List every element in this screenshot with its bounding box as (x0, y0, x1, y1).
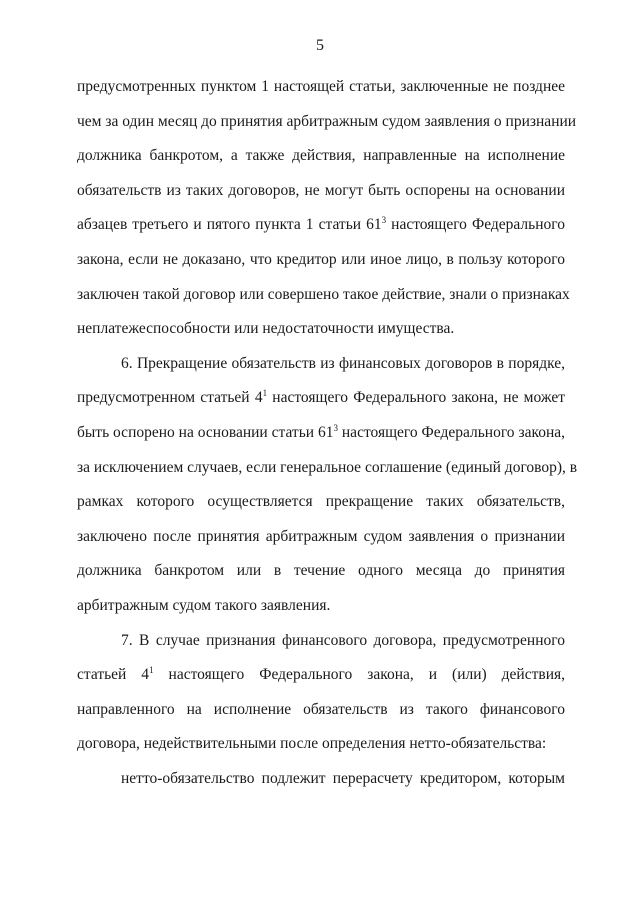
paragraph (77, 70, 577, 347)
text-line: неплатежеспособности или недостаточности имущества. (77, 320, 455, 338)
text-line: направленного на исполнение обязательств из такого финансового (77, 700, 565, 718)
text-line: чем за один месяц до принятия арбитражным судом заявления о признании (77, 112, 577, 130)
text-line: предусмотренном статьей $4^1$ настоящего Федерального закона, не может (77, 388, 566, 407)
paragraph (77, 624, 565, 762)
text-line: за исключением случаев, если генеральное соглашение (единый договор), в (77, 458, 578, 476)
superscript: 3 (333, 422, 338, 433)
superscript: 1 (262, 388, 268, 399)
page-number: 5 (316, 37, 324, 54)
text-line: обязательств из таких договоров, не могут быть оспорены на основании (77, 181, 565, 199)
text-line: 7. В случае признания финансового договора, предусмотренного (121, 631, 565, 649)
text-line: должника банкротом или в течение одного месяца до принятия (77, 562, 565, 580)
text-line: быть оспорено на основании статьи $61^3$ настоящего Федерального закона, (77, 422, 566, 441)
superscript: 3 (381, 215, 387, 226)
text-line: рамках которого осуществляется прекращение таких обязательств, (77, 493, 565, 511)
text-line: арбитражным судом такого заявления. (77, 596, 331, 614)
paragraph (77, 347, 578, 624)
text-line: предусмотренных пунктом 1 настоящей статьи, заключенные не позднее (77, 78, 565, 95)
superscript: 1 (149, 665, 154, 676)
text-line: абзацев третьего и пятого пункта 1 статьи $61^3$ настоящего Федерального (77, 215, 565, 234)
text-line: должника банкротом, а также действия, направленные на исполнение (77, 147, 565, 165)
text-line: статьей $4^1$ настоящего Федерального закона, и (или) действия, (77, 665, 565, 684)
document-body (77, 70, 578, 796)
text-line: закона, если не доказано, что кредитор или иное лицо, в пользу которого (77, 250, 565, 268)
text-line: заключено после принятия арбитражным судом заявления о признании (77, 527, 565, 545)
paragraph (77, 762, 565, 797)
text-line: нетто-обязательство подлежит перерасчету кредитором, которым (121, 769, 565, 787)
text-line: договора, недействительными после определения нетто-обязательства: (77, 735, 547, 753)
text-line: 6. Прекращение обязательств из финансовых договоров в порядке, (121, 354, 565, 372)
text-line: заключен такой договор или совершено такое действие, знали о признаках (77, 285, 570, 303)
